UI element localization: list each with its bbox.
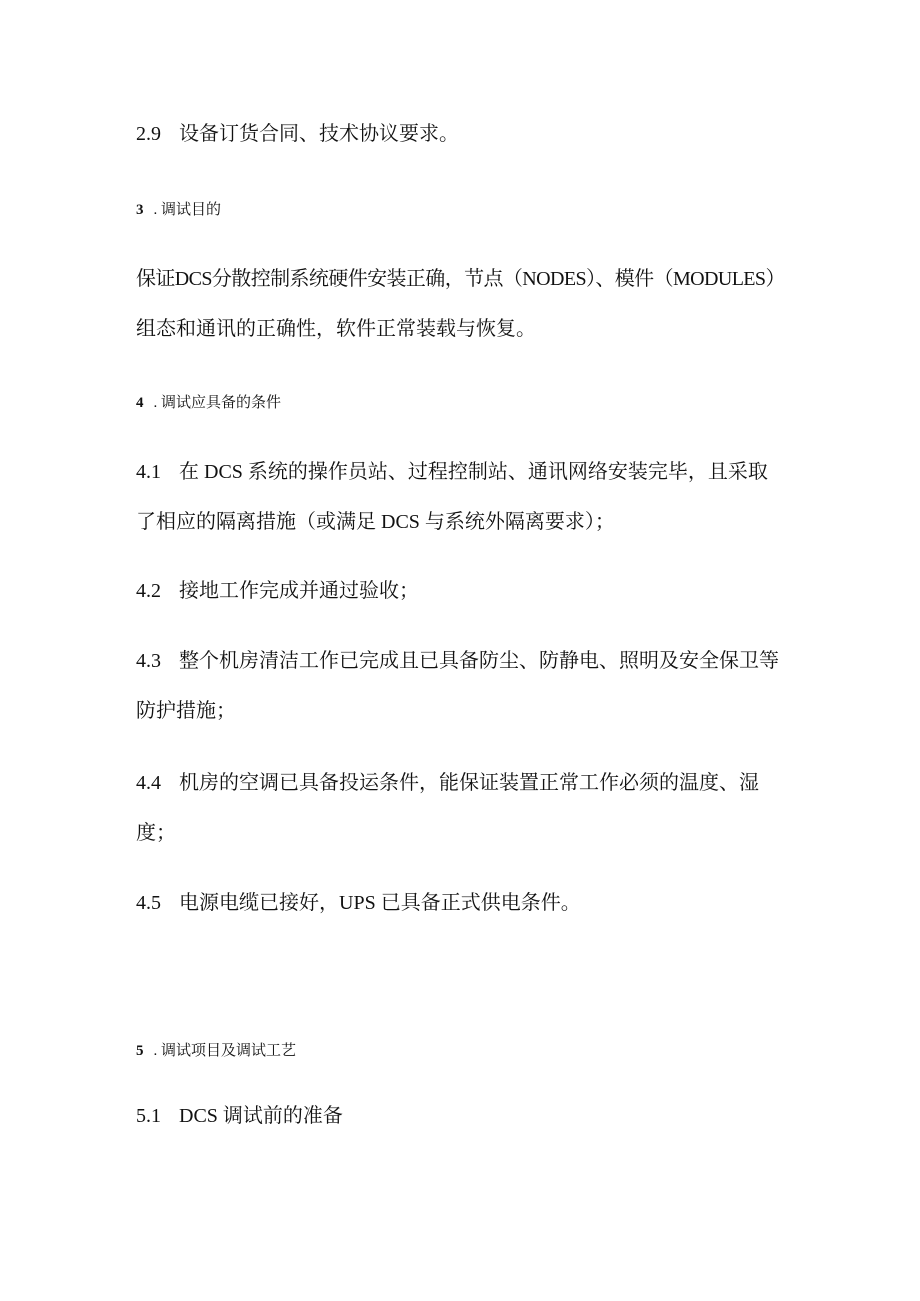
paragraph-purpose [136, 266, 796, 342]
item-line [136, 648, 796, 674]
item-number: 5.1 [136, 1105, 161, 1127]
paragraph-line: 组态和通讯的正确性，软件正常装载与恢复。 [136, 318, 536, 340]
item-line [136, 459, 796, 485]
item-text: 在 DCS 系统的操作员站、过程控制站、通讯网络安装完毕，且采取 [179, 461, 768, 483]
section-heading-3 [136, 200, 221, 220]
section-title: . 调试目的 [153, 202, 222, 218]
section-number: 5 [136, 1043, 144, 1059]
item-number: 4.3 [136, 650, 161, 672]
item-4-5 [136, 890, 581, 916]
section-number: 3 [136, 202, 144, 218]
item-line: 了相应的隔离措施（或满足 DCS 与系统外隔离要求）； [136, 511, 615, 533]
item-line: 度； [136, 822, 176, 844]
section-title: . 调试项目及调试工艺 [153, 1043, 297, 1059]
item-text: 设备订货合同、技术协议要求。 [179, 123, 459, 145]
item-2-9 [136, 121, 459, 147]
item-4-1 [136, 459, 796, 535]
item-text: 接地工作完成并通过验收； [179, 580, 419, 602]
item-4-2 [136, 578, 419, 604]
section-number: 4 [136, 395, 144, 411]
section-title: . 调试应具备的条件 [153, 395, 282, 411]
item-text: 电源电缆已接好，UPS 已具备正式供电条件。 [179, 892, 581, 914]
item-4-3 [136, 648, 796, 724]
item-line: 防护措施； [136, 700, 236, 722]
item-number: 4.4 [136, 772, 161, 794]
item-number: 4.5 [136, 892, 161, 914]
item-number: 2.9 [136, 123, 161, 145]
item-line [136, 770, 796, 796]
item-5-1 [136, 1103, 343, 1129]
paragraph-line: 保证DCS分散控制系统硬件安装正确，节点（NODES）、模件（MODULES） [136, 268, 785, 290]
item-text: 机房的空调已具备投运条件，能保证装置正常工作必须的温度、湿 [179, 772, 759, 794]
section-heading-4 [136, 393, 281, 413]
section-heading-5 [136, 1041, 296, 1061]
item-number: 4.2 [136, 580, 161, 602]
item-text: DCS 调试前的准备 [179, 1105, 343, 1127]
item-text: 整个机房清洁工作已完成且已具备防尘、防静电、照明及安全保卫等 [179, 650, 779, 672]
item-4-4 [136, 770, 796, 846]
item-number: 4.1 [136, 461, 161, 483]
